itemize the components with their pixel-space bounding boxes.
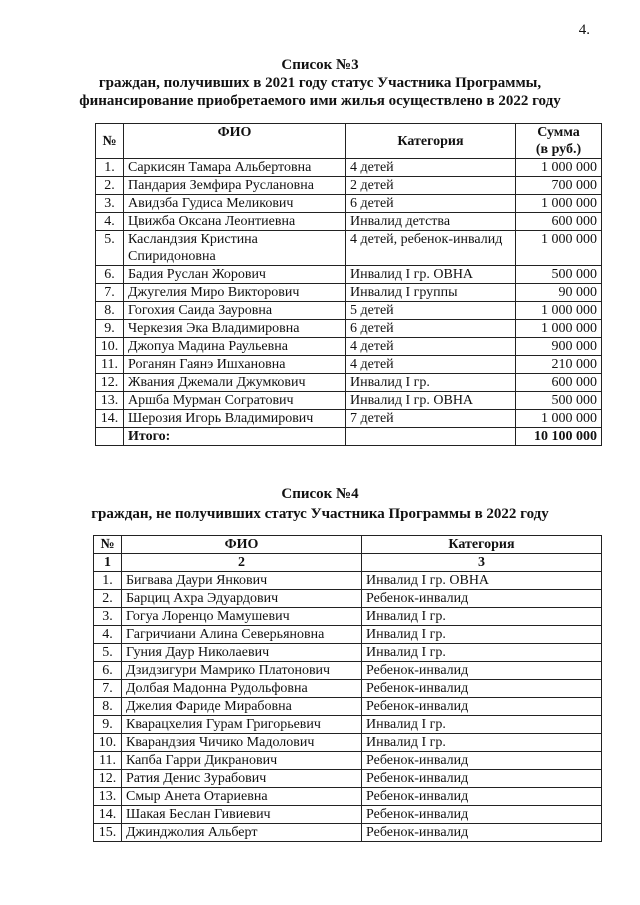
row-name: Смыр Анета Отариевна: [122, 788, 362, 806]
row-name: Долбая Мадонна Рудольфовна: [122, 680, 362, 698]
table-row: [96, 159, 602, 177]
row-number: 11.: [94, 752, 122, 770]
table-row: [94, 734, 602, 752]
table-row: [94, 752, 602, 770]
table-row: [96, 266, 602, 284]
table-row: [94, 716, 602, 734]
row-category: Инвалид I гр. ОВНА: [362, 572, 602, 590]
row-number: 3.: [94, 608, 122, 626]
row-number: 1.: [96, 159, 124, 177]
row-number: 6.: [94, 662, 122, 680]
row-category: 6 детей: [346, 195, 516, 213]
row-number: 2.: [96, 177, 124, 195]
table-row: [96, 302, 602, 320]
row-name: Жвания Джемали Джумкович: [124, 374, 346, 392]
row-sum: 700 000: [516, 177, 602, 195]
row-name: Бадия Руслан Жорович: [124, 266, 346, 284]
list4-header-name: ФИО: [122, 536, 362, 554]
list3-title: Список №3: [281, 57, 359, 73]
row-number: 4.: [94, 626, 122, 644]
list4-col-number-1: 1: [94, 554, 122, 572]
row-name: Гагричиани Алина Северьяновна: [122, 626, 362, 644]
row-sum: 500 000: [516, 392, 602, 410]
row-name: Джелия Фариде Мирабовна: [122, 698, 362, 716]
row-name: Каслaндзия Кристина Спиридоновна: [124, 231, 346, 266]
list3-total-sum: 10 100 000: [516, 428, 602, 446]
list3-total-label: Итого:: [124, 428, 346, 446]
row-sum: 210 000: [516, 356, 602, 374]
row-category: Инвалид I гр.: [362, 716, 602, 734]
row-sum: 1 000 000: [516, 320, 602, 338]
row-name: Аршба Мурман Согратович: [124, 392, 346, 410]
row-number: 12.: [94, 770, 122, 788]
row-sum: 1 000 000: [516, 410, 602, 428]
row-sum: 1 000 000: [516, 302, 602, 320]
table-row: [94, 824, 602, 842]
table-row: [94, 806, 602, 824]
table-row: [96, 356, 602, 374]
row-category: 4 детей: [346, 338, 516, 356]
list4-col-number-3: 3: [362, 554, 602, 572]
row-category: Инвалид I гр.: [362, 626, 602, 644]
row-name: Гогуа Лоренцо Мамушевич: [122, 608, 362, 626]
row-category: Инвалид I группы: [346, 284, 516, 302]
list4-header-category: Категория: [362, 536, 602, 554]
row-name: Саркисян Тамара Альбертовна: [124, 159, 346, 177]
row-category: Ребенок-инвалид: [362, 680, 602, 698]
row-category: Инвалид I гр.: [362, 644, 602, 662]
row-sum: 90 000: [516, 284, 602, 302]
row-category: Ребенок-инвалид: [362, 590, 602, 608]
row-number: 14.: [94, 806, 122, 824]
row-number: 10.: [96, 338, 124, 356]
table-row: [96, 392, 602, 410]
row-category: Инвалид I гр. ОВНА: [346, 392, 516, 410]
table-row: [96, 284, 602, 302]
table-row: [96, 213, 602, 231]
row-name: Ратия Денис Зурабович: [122, 770, 362, 788]
row-name: Пандария Земфира Руслановна: [124, 177, 346, 195]
row-category: Инвалид детства: [346, 213, 516, 231]
table-row: [94, 608, 602, 626]
list3-table: [95, 123, 602, 446]
list3-subtitle-line2: финансирование приобретаемого ими жилья осуществлено в 2022 году: [79, 93, 561, 109]
list3-total-empty: [346, 428, 516, 446]
row-number: 15.: [94, 824, 122, 842]
list3-subtitle-line1: граждан, получивших в 2021 году статус Участника Программы,: [98, 75, 542, 91]
row-number: 13.: [96, 392, 124, 410]
list4-table: [93, 535, 602, 842]
row-number: 11.: [96, 356, 124, 374]
list3-header-num: №: [96, 124, 124, 159]
row-sum: 900 000: [516, 338, 602, 356]
row-name: Джинджолия Альберт: [122, 824, 362, 842]
row-number: 6.: [96, 266, 124, 284]
row-sum: 500 000: [516, 266, 602, 284]
row-number: 9.: [96, 320, 124, 338]
row-category: 6 детей: [346, 320, 516, 338]
row-number: 8.: [96, 302, 124, 320]
list3-header-sum: [516, 124, 602, 159]
row-name: Гуния Даур Николаевич: [122, 644, 362, 662]
row-sum: 1 000 000: [516, 231, 602, 266]
row-name: Авидзба Гудиса Меликович: [124, 195, 346, 213]
row-name: Кварацхелия Гурам Григорьевич: [122, 716, 362, 734]
list4-col-number-2: 2: [122, 554, 362, 572]
row-name: Джугелия Миро Викторович: [124, 284, 346, 302]
row-name: Барциц Ахра Эдуардович: [122, 590, 362, 608]
row-sum: 600 000: [516, 374, 602, 392]
table-row: [96, 177, 602, 195]
list3-header-sum-line2: (в руб.): [535, 142, 582, 157]
table-row: [96, 195, 602, 213]
table-row: [96, 231, 602, 266]
list4-subtitle: граждан, не получивших статус Участника Программы в 2022 году: [91, 506, 549, 522]
list3-header-name: ФИО: [124, 124, 346, 159]
row-number: 13.: [94, 788, 122, 806]
table-row: [96, 374, 602, 392]
row-name: Гогохия Саида Зауровна: [124, 302, 346, 320]
row-number: 1.: [94, 572, 122, 590]
row-number: 7.: [94, 680, 122, 698]
row-sum: 1 000 000: [516, 159, 602, 177]
row-category: Ребенок-инвалид: [362, 824, 602, 842]
row-number: 5.: [94, 644, 122, 662]
table-row: [94, 680, 602, 698]
table-row: [96, 338, 602, 356]
row-name: Роганян Гаянэ Ишхановна: [124, 356, 346, 374]
table-row: [94, 698, 602, 716]
table-row: [94, 662, 602, 680]
row-name: Джопуа Мадина Раульевна: [124, 338, 346, 356]
row-category: Ребенок-инвалид: [362, 788, 602, 806]
row-category: Инвалид I гр.: [362, 734, 602, 752]
table-row: [96, 320, 602, 338]
row-number: 10.: [94, 734, 122, 752]
table-row: [94, 572, 602, 590]
row-category: Инвалид I гр.: [362, 608, 602, 626]
row-name: Дзидзигури Мамрико Платонович: [122, 662, 362, 680]
table-row: [94, 788, 602, 806]
list3-header-category: Категория: [346, 124, 516, 159]
row-name: Черкезия Эка Владимировна: [124, 320, 346, 338]
table-row: [94, 590, 602, 608]
row-sum: 1 000 000: [516, 195, 602, 213]
row-number: 12.: [96, 374, 124, 392]
row-name: Шакая Беслан Гивиевич: [122, 806, 362, 824]
list4-title: Список №4: [281, 486, 359, 502]
table-row: [94, 644, 602, 662]
row-name: Цвижба Оксана Леонтиевна: [124, 213, 346, 231]
table-row: [94, 626, 602, 644]
row-category: 2 детей: [346, 177, 516, 195]
row-number: 9.: [94, 716, 122, 734]
row-category: 4 детей: [346, 159, 516, 177]
page-number: 4.: [578, 22, 590, 38]
row-category: Ребенок-инвалид: [362, 698, 602, 716]
row-name: Шерозия Игорь Владимирович: [124, 410, 346, 428]
row-category: Ребенок-инвалид: [362, 770, 602, 788]
row-category: 7 детей: [346, 410, 516, 428]
row-category: Инвалид I гр. ОВНА: [346, 266, 516, 284]
row-category: Ребенок-инвалид: [362, 752, 602, 770]
table-row: [94, 770, 602, 788]
row-category: 4 детей, ребенок-инвалид: [346, 231, 516, 266]
row-category: 4 детей: [346, 356, 516, 374]
row-number: 7.: [96, 284, 124, 302]
list3-total-spacer: [96, 428, 124, 446]
row-name: Кварандзия Чичико Мадолович: [122, 734, 362, 752]
row-category: Инвалид I гр.: [346, 374, 516, 392]
table-row: [96, 410, 602, 428]
row-category: 5 детей: [346, 302, 516, 320]
row-category: Ребенок-инвалид: [362, 806, 602, 824]
row-number: 5.: [96, 231, 124, 266]
row-category: Ребенок-инвалид: [362, 662, 602, 680]
row-number: 3.: [96, 195, 124, 213]
row-sum: 600 000: [516, 213, 602, 231]
list3-header-sum-line1: Сумма: [537, 125, 580, 140]
row-number: 2.: [94, 590, 122, 608]
row-name: Капба Гарри Дикранович: [122, 752, 362, 770]
row-number: 8.: [94, 698, 122, 716]
list4-header-num: №: [94, 536, 122, 554]
row-number: 14.: [96, 410, 124, 428]
row-number: 4.: [96, 213, 124, 231]
row-name: Бигвава Даури Янкович: [122, 572, 362, 590]
